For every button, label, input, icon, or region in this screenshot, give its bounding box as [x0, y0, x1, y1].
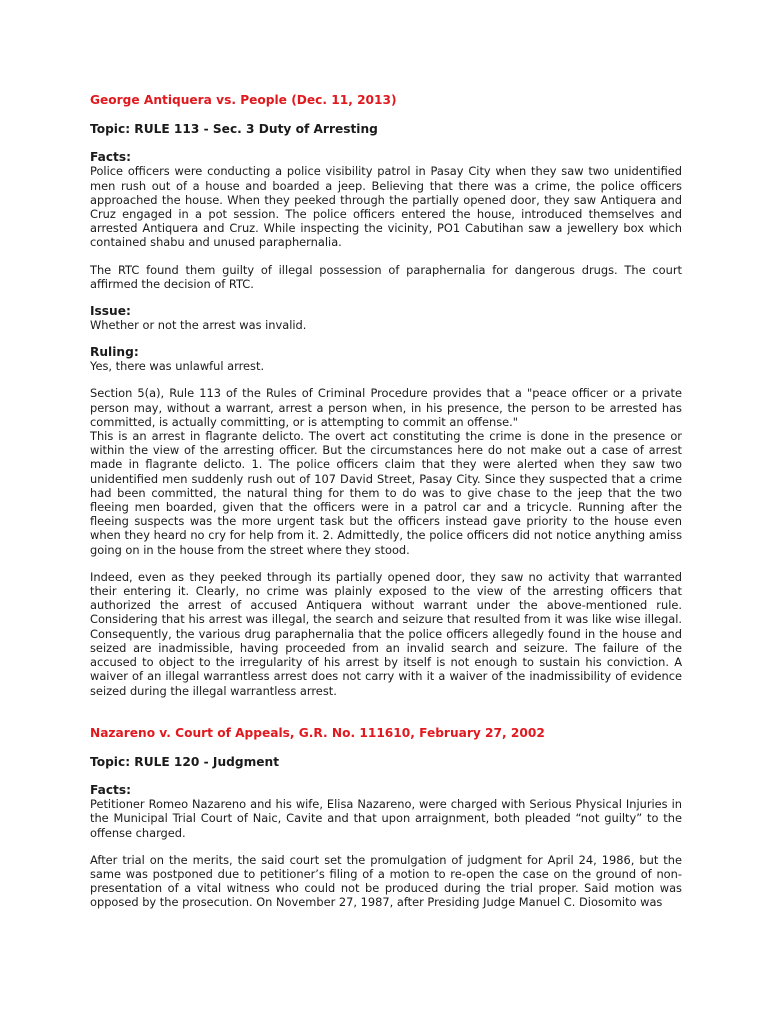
- ruling-short: Yes, there was unlawful arrest.: [90, 359, 265, 374]
- facts-label: Facts:: [90, 783, 132, 798]
- case-title: Nazareno v. Court of Appeals, G.R. No. 111610, February 27, 2002: [90, 725, 545, 740]
- ruling-flagrante: This is an arrest in flagrante delicto. The overt act constituting the crime is done in the presence or within the view of the arresting officer. But the circumstances here do not make out a case of arrest made in flagrante delicto. 1. The police officers claim that they were alerted when they saw two unidentified men suddenly rush out of 107 David Street, Pasay City. Since they suspected that a crime had been committed, the natural thing for them to do was to give chase to the jeep that the two fleeing men boarded, given that the officers were in a patrol car and a tricycle. Running after the fleeing suspects was the more urgent task but the officers instead gave priority to the house even when they heard no cry for help from it. 2. Admittedly, the police officers did not notice anything amiss going on in the house from the street where they stood.: [90, 429, 682, 557]
- issue-text: Whether or not the arrest was invalid.: [90, 318, 307, 333]
- ruling-quote: Section 5(a), Rule 113 of the Rules of Criminal Procedure provides that a "peace officer or a private person may, without a warrant, arrest a person when, in his presence, the person to be arrested has committed, is actually committing, or is attempting to commit an offense.": [90, 386, 682, 429]
- facts-paragraph: Police officers were conducting a police visibility patrol in Pasay City when they saw two unidentified men rush out of a house and boarded a jeep. Believing that there was a crime, the police officers approached the house. When they peeked through the partially opened door, they saw Antiquera and Cruz engaged in a pot session. The police officers entered the house, introduced themselves and arrested Antiquera and Cruz. While inspecting the vicinity, PO1 Cabutihan saw a jewellery box which contained shabu and unused paraphernalia.: [90, 164, 682, 250]
- case-topic: Topic: RULE 120 - Judgment: [90, 754, 280, 769]
- facts-paragraph: The RTC found them guilty of illegal possession of paraphernalia for dangerous drugs. The court affirmed the decision of RTC.: [90, 262, 682, 291]
- ruling-label: Ruling:: [90, 345, 139, 360]
- facts-paragraph: Petitioner Romeo Nazareno and his wife, Elisa Nazareno, were charged with Serious Physical Injuries in the Municipal Trial Court of Naic, Cavite and that upon arraignment, both pleaded “not guilty” to the offense charged.: [90, 797, 682, 840]
- facts-paragraph: After trial on the merits, the said court set the promulgation of judgment for April 24, 1986, but the same was postponed due to petitioner’s filing of a motion to re-open the case on the ground of non-presentation of a vital witness who could not be produced during the trial proper. Said motion was opposed by the prosecution. On November 27, 1987, after Presiding Judge Manuel C. Diosomito was: [90, 852, 682, 910]
- case-title: George Antiquera vs. People (Dec. 11, 2013): [90, 93, 397, 107]
- case-topic: Topic: RULE 113 - Sec. 3 Duty of Arresting: [90, 122, 378, 137]
- facts-label: Facts:: [90, 150, 132, 165]
- ruling-conclusion: Indeed, even as they peeked through its partially opened door, they saw no activity that warranted their entering it. Clearly, no crime was plainly exposed to the view of the arresting officers that authorized the arrest of accused Antiquera without warrant under the above-mentioned rule. Considering that his arrest was illegal, the search and seizure that resulted from it was like wise illegal. Consequently, the various drug paraphernalia that the police officers allegedly found in the house and seized are inadmissible, having proceeded from an invalid search and seizure. The failure of the accused to object to the irregularity of his arrest by itself is not enough to sustain his conviction. A waiver of an illegal warrantless arrest does not carry with it a waiver of the inadmissibility of evidence seized during the illegal warrantless arrest.: [90, 569, 682, 698]
- issue-label: Issue:: [90, 304, 131, 319]
